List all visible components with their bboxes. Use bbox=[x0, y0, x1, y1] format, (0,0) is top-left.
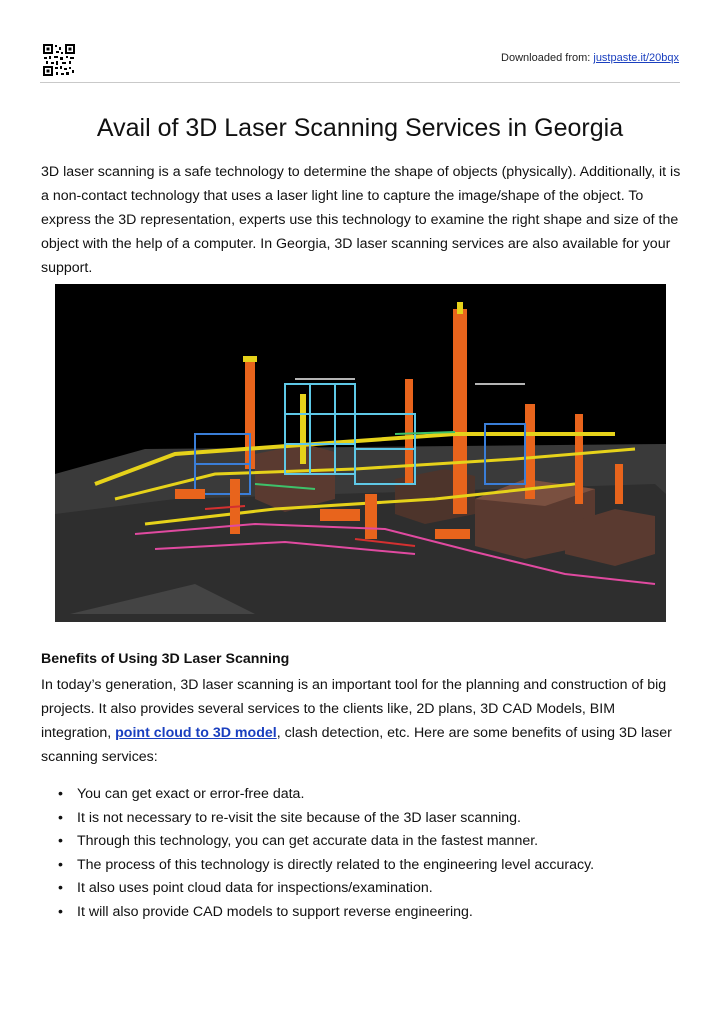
bullet-icon: • bbox=[58, 903, 63, 920]
bullet-icon: • bbox=[58, 856, 63, 873]
point-cloud-link[interactable]: point cloud to 3D model bbox=[115, 725, 277, 741]
bullet-icon: • bbox=[58, 786, 63, 802]
benefits-paragraph bbox=[41, 673, 686, 769]
list-item-text: It is not necessary to re-visit the site because of the 3D laser scanning. bbox=[77, 809, 521, 826]
qr-code-icon bbox=[42, 43, 76, 77]
list-item bbox=[41, 807, 681, 831]
list-item-text: It will also provide CAD models to support reverse engineering. bbox=[77, 903, 473, 920]
list-item-text: Through this technology, you can get accurate data in the fastest manner. bbox=[77, 833, 539, 849]
bullet-icon: • bbox=[58, 809, 63, 826]
list-item bbox=[41, 830, 681, 854]
list-item bbox=[41, 783, 681, 807]
download-prefix: Downloaded from: bbox=[501, 52, 594, 64]
paragraph-text-after-link: , clash detection, etc. Here are some benefits of using 3D laser scanning services: bbox=[41, 725, 672, 765]
source-link[interactable]: justpaste.it/20bqx bbox=[593, 52, 679, 64]
header-divider bbox=[40, 82, 680, 83]
bullet-icon: • bbox=[58, 880, 63, 896]
list-item-text: You can get exact or error-free data. bbox=[77, 786, 305, 802]
list-item bbox=[41, 877, 681, 901]
page-title: Avail of 3D Laser Scanning Services in Georgia bbox=[96, 114, 624, 142]
list-item bbox=[41, 854, 681, 878]
intro-paragraph: 3D laser scanning is a safe technology to determine the shape of objects (physically). Additionally, it is a non-contact technology that uses a laser light line to capture the image/shape of the object. To express the 3D representation, experts use this technology to examine the right shape and size of the object with the help of a computer. In Georgia, 3D laser scanning services are also available for your support. bbox=[41, 164, 681, 276]
list-item bbox=[41, 901, 681, 925]
download-source bbox=[501, 52, 679, 64]
paragraph-text-before-link: In today’s generation, 3D laser scanning is an important tool for the planning and construction of big projects. It also provides several services to the clients like, 2D plans, 3D CAD Models, BIM integration, bbox=[41, 677, 667, 741]
benefits-list bbox=[41, 783, 681, 924]
list-item-text: The process of this technology is directly related to the engineering level accuracy. bbox=[77, 856, 595, 873]
section-title: Benefits of Using 3D Laser Scanning bbox=[41, 651, 290, 667]
bullet-icon: • bbox=[58, 833, 63, 849]
laser-scan-plant-image bbox=[55, 284, 666, 622]
list-item-text: It also uses point cloud data for inspections/examination. bbox=[77, 880, 433, 896]
